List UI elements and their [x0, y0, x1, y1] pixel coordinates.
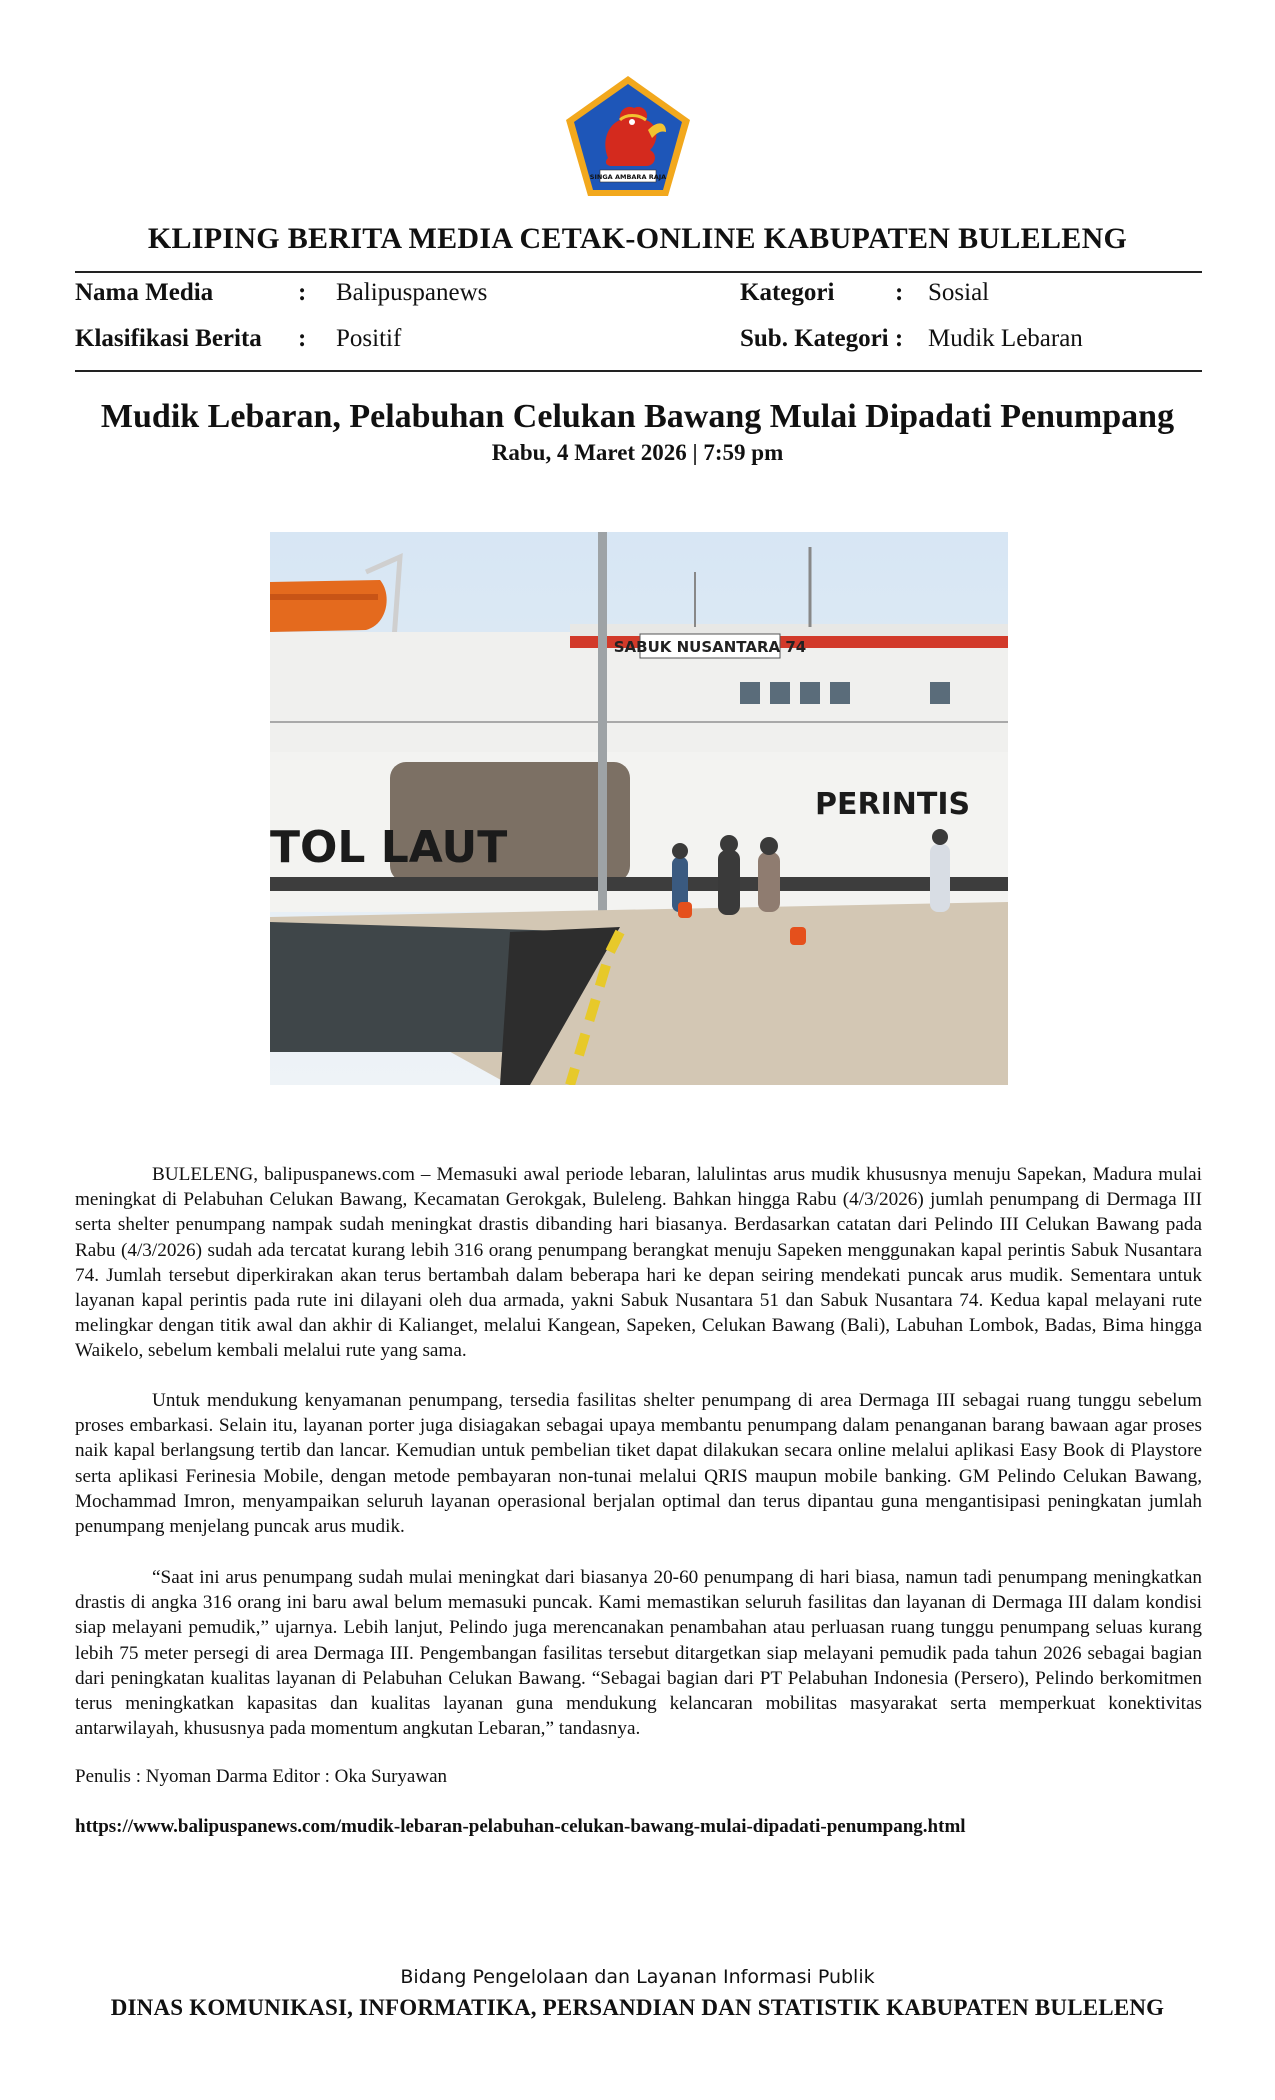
- photo-hull-text-right: PERINTIS: [815, 787, 971, 822]
- article-date: Rabu, 4 Maret 2026 | 7:59 pm: [491, 440, 784, 465]
- klasifikasi-value: Positif: [336, 325, 402, 352]
- footer-unit-name: Bidang Pengelolaan dan Layanan Informasi Publik: [400, 1966, 875, 1988]
- photo-ship-name: SABUK NUSANTARA 74: [613, 638, 807, 656]
- source-url: https://www.balipuspanews.com/mudik-lebaran-pelabuhan-celukan-bawang-mulai-dipadati-penumpang.html: [75, 1816, 966, 1837]
- article-photo-ship-at-port: [270, 532, 1008, 1085]
- kategori-label: Kategori: [740, 279, 835, 306]
- kategori-colon: :: [895, 279, 904, 306]
- klasifikasi-colon: :: [298, 325, 307, 352]
- header-bottom-rule: [75, 370, 1202, 372]
- header-top-rule: [75, 271, 1202, 273]
- media-value: Balipuspanews: [336, 279, 488, 306]
- media-label: Nama Media: [75, 279, 214, 306]
- klasifikasi-label: Klasifikasi Berita: [75, 325, 262, 352]
- subkategori-label: Sub. Kategori :: [740, 325, 904, 352]
- photo-hull-text-left: TOL LAUT: [270, 822, 508, 873]
- footer-department-name: DINAS KOMUNIKASI, INFORMATIKA, PERSANDIAN DAN STATISTIK KABUPATEN BULELENG: [110, 1995, 1165, 2020]
- article-title: Mudik Lebaran, Pelabuhan Celukan Bawang Mulai Dipadati Penumpang: [100, 398, 1175, 435]
- logo-motto: SINGA AMBARA RAJA: [589, 173, 667, 181]
- kategori-value: Sosial: [928, 279, 990, 306]
- media-colon: :: [298, 279, 307, 306]
- article-paragraph-3: “Saat ini arus penumpang sudah mulai meningkat dari biasanya 20-60 penumpang di hari biasa, namun tadi penumpang meningkatkan drastis di angka 316 orang ini baru awal belum memasuki puncak. Kami memastikan seluruh fasilitas dan layanan di Dermaga III dalam kondisi siap melayani pemudik,” ujarnya. Lebih lanjut, Pelindo juga merencanakan penambahan atau perluasan ruang tunggu penumpang seluas kurang lebih 75 meter persegi di area Dermaga III. Pengembangan fasilitas tersebut ditargetkan siap melayani pemudik pada tahun 2026 sebagai bagian dari peningkatan kualitas layanan di Pelabuhan Celukan Bawang. “Sebagai bagian dari PT Pelabuhan Indonesia (Persero), Pelindo berkomitmen terus meningkatkan kapasitas dan kualitas layanan guna mendukung kelancaran mobilitas masyarakat serta memperkuat konektivitas antarwilayah, khususnya pada momentum angkutan Lebaran,” tandasnya.: [75, 1567, 1202, 1740]
- subkategori-value: Mudik Lebaran: [928, 325, 1083, 352]
- author-editor-credit: Penulis : Nyoman Darma Editor : Oka Suryawan: [75, 1766, 448, 1787]
- article-paragraph-1: BULELENG, balipuspanews.com – Memasuki awal periode lebaran, lalulintas arus mudik khususnya menuju Sapekan, Madura mulai meningkat di Pelabuhan Celukan Bawang, Kecamatan Gerokgak, Buleleng. Bahkan hingga Rabu (4/3/2026) jumlah penumpang di Dermaga III serta shelter penumpang nampak sudah meningkat drastis dibanding hari biasanya. Berdasarkan catatan dari Pelindo III Celukan Bawang pada Rabu (4/3/2026) sudah ada tercatat kurang lebih 316 orang penumpang berangkat menuju Sapeken menggunakan kapal perintis Sabuk Nusantara 74. Jumlah tersebut diperkirakan akan terus bertambah dalam beberapa hari ke depan seiring mendekati puncak arus mudik. Sementara untuk layanan kapal perintis pada rute ini dilayani oleh dua armada, yakni Sabuk Nusantara 51 dan Sabuk Nusantara 74. Kedua kapal melayani rute melingkar dengan titik awal dan akhir di Kalianget, melalui Kangean, Sapeken, Celukan Bawang (Bali), Labuhan Lombok, Badas, Bima hingga Waikelo, sebelum kembali melalui rute yang sama.: [75, 1164, 1202, 1362]
- regency-emblem-logo: [562, 74, 694, 200]
- clipping-header-title: KLIPING BERITA MEDIA CETAK-ONLINE KABUPATEN BULELENG: [147, 222, 1128, 255]
- article-paragraph-2: Untuk mendukung kenyamanan penumpang, tersedia fasilitas shelter penumpang di area Dermaga III sebagai ruang tunggu sebelum proses embarkasi. Selain itu, layanan porter juga disiagakan sebagai upaya membantu penumpang dalam penanganan barang bawaan agar proses naik kapal berlangsung tertib dan lancar. Kemudian untuk pembelian tiket dapat dilakukan secara online melalui aplikasi Easy Book di Playstore serta aplikasi Ferinesia Mobile, dengan metode pembayaran non-tunai melalui QRIS maupun mobile banking. GM Pelindo Celukan Bawang, Mochammad Imron, menyampaikan seluruh layanan operasional berjalan optimal dan terus dipantau guna mengantisipasi peningkatan jumlah penumpang menjelang puncak arus mudik.: [75, 1390, 1202, 1538]
